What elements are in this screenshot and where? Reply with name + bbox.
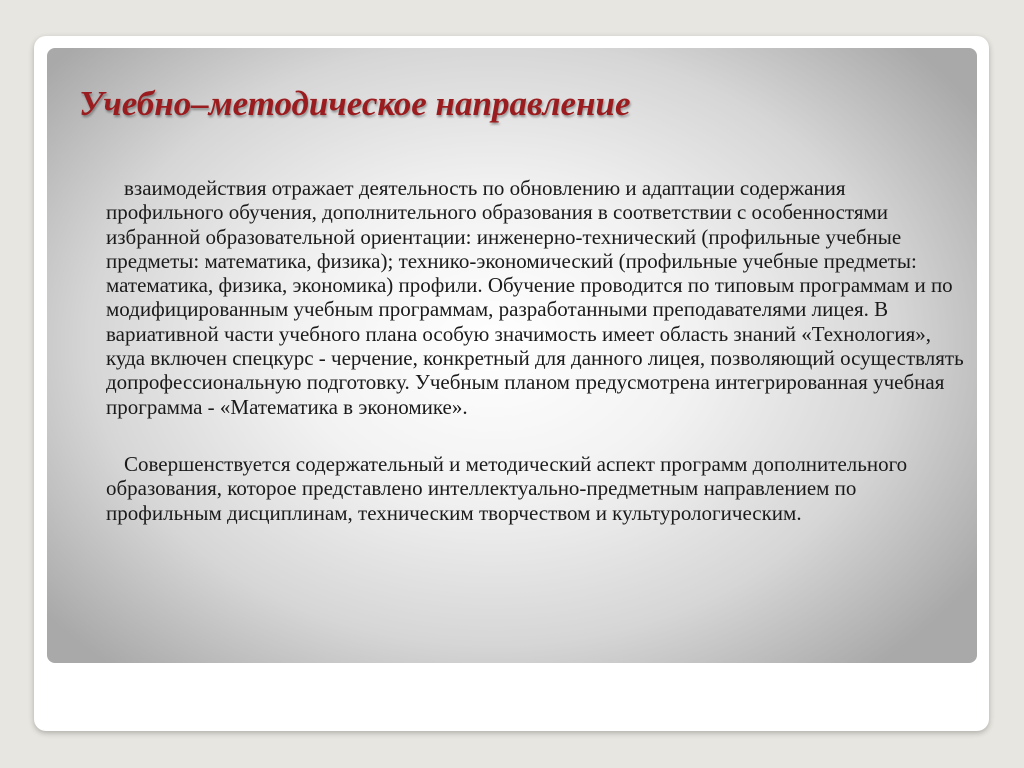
paragraph-1: взаимодействия отражает деятельность по обновлению и адаптации содержания профильного обучения, дополнительного образования в соответствии с особенностями избранной образовательной ориентации: инженерно-технический (профильные учебные предметы: математика, физика); технико-экономический (профильные учебные предметы: математика, физика, экономика) профили. Обучение проводится по типовым программам и по модифицированным учебным программам, разработанными преподавателями лицея. В вариативной части учебного плана особую значимость имеет область знаний «Технология», куда включен спецкурс - черчение, конкретный для данного лицея, позволяющий осуществлять допрофессиональную подготовку. Учебным планом предусмотрена интегрированная учебная программа - «Математика в экономике». [106, 176, 964, 419]
slide-body [106, 176, 968, 525]
paragraph-2: Совершенствуется содержательный и методический аспект программ дополнительного образования, которое представлено интеллектуально-предметным направлением по профильным дисциплинам, техническим творчеством и культурологическим. [106, 451, 908, 525]
slide-title: Учебно–методическое направление [79, 84, 631, 123]
